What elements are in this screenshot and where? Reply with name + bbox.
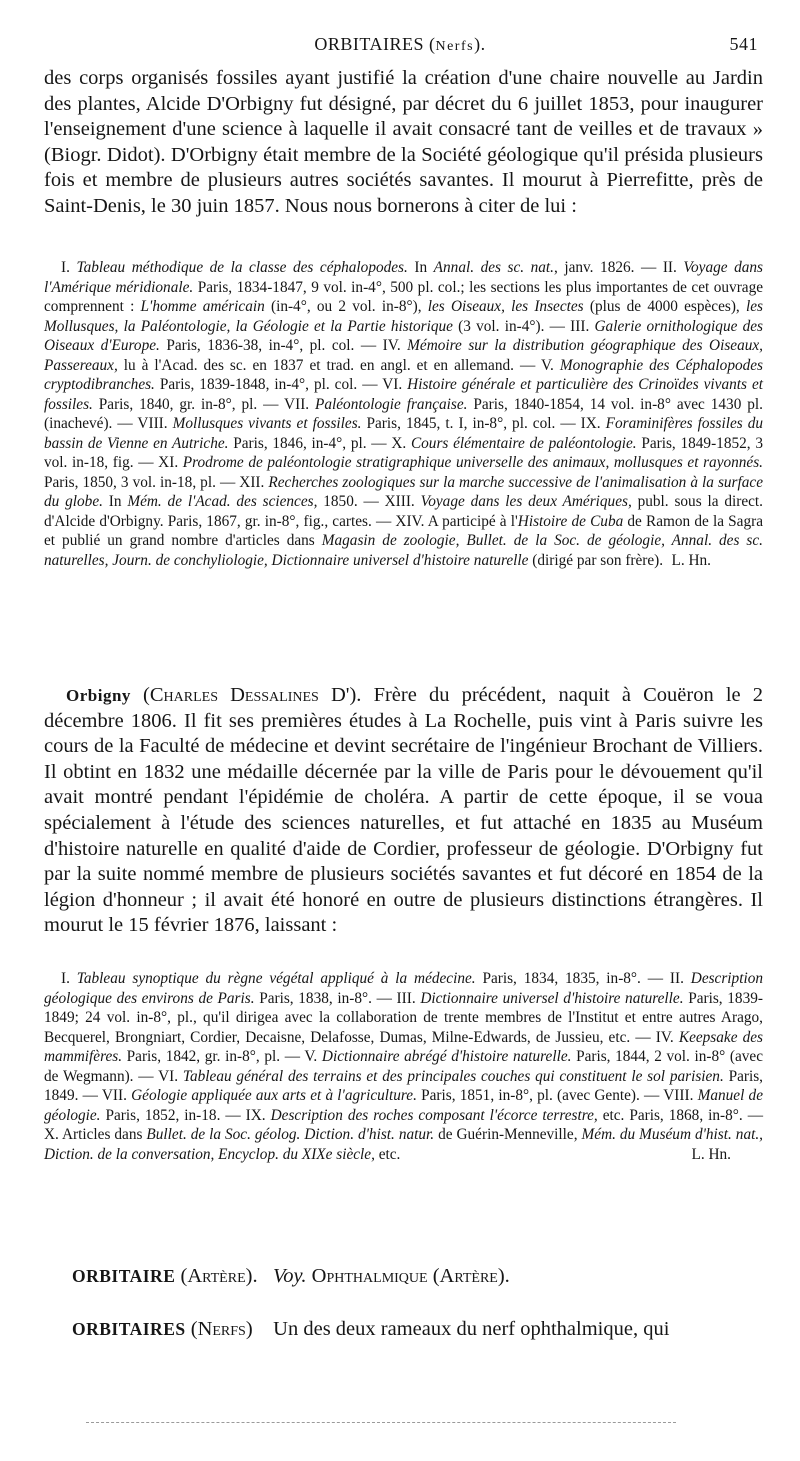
running-title-text: ORBITAIRES (: [314, 34, 436, 54]
signature-2: L. Hn.: [691, 1145, 731, 1163]
work-title: Voyage dans l'Amérique méridionale.: [44, 259, 763, 296]
work-detail: de Guérin-Menneville,: [434, 1126, 582, 1143]
works-charles-text: [44, 969, 763, 1164]
running-title: [42, 34, 758, 55]
work-detail: lu à l'Acad. des sc. en 1837 et trad. en angl. et en allemand. — V.: [117, 356, 560, 374]
work-detail: Paris, 1846, in-4°, pl. — X.: [228, 434, 411, 452]
artere-paren-close: ).: [245, 1265, 258, 1287]
entry-charles-text: [44, 683, 763, 939]
work-detail: Paris, 1834-1847, 9 vol. in-4°, 500 pl. col.; les sections les plus importantes de cet ouvrage comprennent :: [44, 278, 764, 315]
entry-nerfs-body: Un des deux rameaux du nerf ophthalmique, qui: [273, 1318, 670, 1340]
work-title: Bullet. de la Soc. géolog. Diction. d'hist. natur.: [146, 1126, 435, 1143]
work-detail: Paris, 1849-1852, 3 vol. in-18, fig. — XI.: [44, 434, 763, 471]
work-title: Manuel de géologie.: [44, 1087, 763, 1124]
headword-orbitaires: ORBITAIRES: [72, 1319, 186, 1339]
work-detail: publ. sous la direct. d'Alcide d'Orbigny. Paris, 1867, gr. in-8°, fig., cartes. — XIV. A participé à l': [44, 493, 763, 530]
work-title: Dictionnaire abrégé d'histoire naturelle.: [321, 1048, 572, 1065]
name-paren-close: D').: [318, 684, 362, 706]
work-detail: Paris, 1845, t. I, in-8°, pl. col. — IX.: [361, 415, 606, 432]
work-detail: In: [407, 259, 434, 276]
work-detail: (plus de 4000 espèces),: [583, 298, 746, 315]
work-detail: Paris, 1836-38, in-4°, pl. col. — IV.: [159, 337, 408, 354]
work-detail: Paris, 1849. — VII.: [44, 1067, 763, 1104]
work-title: Voyage dans les deux Amériques,: [420, 493, 632, 510]
ref-paren-open: (: [427, 1265, 440, 1287]
work-detail: Paris, 1840-1854, 14 vol. in-8° avec 1430 pl. (inachevé). — VIII.: [44, 395, 763, 432]
work-detail: Paris, 1840, gr. in-8°, pl. — VII.: [92, 395, 316, 413]
running-title-smallcaps: Nerfs: [435, 39, 475, 54]
work-title: Recherches zoologiques sur la marche successive de l'animalisation à la surface du globe.: [44, 473, 763, 510]
work-title: Description des roches composant l'écorce terrestre,: [270, 1106, 598, 1124]
work-detail: Paris, 1842, gr. in-8°, pl. — V.: [122, 1048, 322, 1065]
headword-orbigny: Orbigny: [66, 686, 131, 705]
entry-orbitaires-nerfs: [72, 1318, 768, 1341]
work-title: Histoire de Cuba: [517, 512, 624, 530]
work-detail: (in-4°, ou 2 vol. in-8°),: [264, 298, 428, 315]
work-title: les Oiseaux, les Insectes: [427, 298, 584, 315]
work-title: les Mollusques, la Paléontologie, la Géologie et la Partie historique: [44, 298, 763, 335]
work-title: Prodrome de paléontologie stratigraphique universelle des animaux, mollusques et rayonnés.: [182, 454, 763, 471]
continuation-text: des corps organisés fossiles ayant justifié la création d'une chaire nouvelle au Jardin des plantes, Alcide D'Orbigny fut désigné, par décret du 6 juillet 1853, pour inaugurer l'enseignement d'une science à laquelle il avait consacré tant de veilles et de travaux » (Biogr. Didot). D'Orbigny était membre de la Société géologique qu'il présida plusieurs fois et membre de plusieurs autres sociétés savantes. Il mourut à Pierrefitte, près de Saint-Denis, le 30 juin 1857. Nous nous bornerons à citer de lui :: [44, 67, 763, 217]
work-title: Dictionnaire universel d'histoire naturelle.: [420, 989, 684, 1007]
work-title: L'homme américain: [140, 298, 265, 315]
work-detail: Paris, 1852, in-18. — IX.: [100, 1106, 271, 1124]
work-detail: (dirigé par son frère).: [528, 551, 664, 569]
work-detail: Paris, 1839-1849; 24 vol. in-8°, pl., qu'il dirigea avec la collaboration de trente membres de l'Institut et entre autres Arago, Becquerel, Brongniart, Cordier, Decaisne, Delafosse, Dumas, Milne-Edwards, de Jussieu, etc. — IV.: [44, 989, 763, 1046]
entry-orbitaire-artere: [72, 1265, 510, 1288]
see-reference: Voy.: [272, 1265, 307, 1287]
work-detail: 1850. — XIII.: [317, 493, 421, 510]
work-title: Annal. des sc. nat.: [433, 259, 554, 276]
work-title: Monographie des Céphalopodes cryptodibranches.: [44, 356, 764, 393]
work-detail: (3 vol. in-4°). — III.: [452, 317, 595, 335]
work-detail: I.: [61, 259, 77, 276]
works-alcide-text: [44, 258, 763, 570]
name-paren-open: (: [143, 684, 150, 706]
artere-label: Artère: [187, 1265, 246, 1287]
headword-orbitaire: ORBITAIRE: [72, 1266, 176, 1286]
nerfs-paren-close: ): [245, 1318, 253, 1340]
work-title: Keepsake des mammifères.: [44, 1028, 763, 1065]
work-title: Histoire générale et particulière des Crinoïdes vivants et fossiles.: [44, 376, 764, 413]
running-title-end: ).: [474, 34, 486, 54]
work-title: Paléontologie française.: [315, 395, 468, 413]
signature-1: L. Hn.: [671, 551, 711, 569]
nerfs-paren-open: (: [185, 1318, 198, 1340]
work-detail: etc. Paris, 1868, in-8°. — X. Articles dans: [44, 1106, 763, 1143]
work-detail: Paris, 1844, 2 vol. in-8° (avec de Wegmann). — VI.: [44, 1048, 763, 1085]
page-number: 541: [729, 34, 758, 54]
work-detail: Paris, 1834, 1835, in-8°. — II.: [475, 970, 691, 987]
running-header: [42, 34, 758, 58]
work-title: Tableau général des terrains et des principales couches qui constituent le sol parisien.: [182, 1067, 724, 1085]
work-title: Magasin de zoologie, Bullet. de la Soc. de géologie, Annal. des sc. naturelles, Journ. de conchyliologie, Dictionnaire universel d'histoire naturelle: [44, 532, 763, 569]
work-detail: Paris, 1851, in-8°, pl. (avec Gente). — VIII.: [416, 1087, 698, 1104]
work-title: Mém. du Muséum d'hist. nat., Diction. de la conversation, Encyclop. du XIXe siècle,: [44, 1126, 763, 1163]
name-smallcaps: Charles Dessalines: [149, 684, 319, 706]
work-detail: Paris, 1839-1848, in-4°, pl. col. — VI.: [154, 376, 408, 393]
work-title: Foraminifères fossiles du bassin de Vienne en Autriche.: [44, 415, 764, 452]
footer-rule: [86, 1422, 676, 1423]
work-title: Mém. de l'Acad. des sciences,: [127, 493, 318, 510]
work-title: Mémoire sur la distribution géographique des Oiseaux, Passereaux,: [44, 337, 763, 374]
work-detail: In: [102, 493, 128, 510]
artere-paren-open: (: [175, 1265, 188, 1287]
work-detail: I.: [61, 970, 77, 987]
work-title: Tableau synoptique du règne végétal appliqué à la médecine.: [76, 970, 476, 987]
work-detail: etc.: [374, 1145, 401, 1163]
entry-charles: [44, 683, 763, 939]
work-title: Cours élémentaire de paléontologie.: [410, 434, 637, 452]
work-detail: Paris, 1838, in-8°. — III.: [254, 989, 421, 1007]
reference-ophthalmique: Ophthalmique: [311, 1265, 428, 1287]
reference-artere: Artère: [439, 1265, 498, 1287]
work-detail: , janv. 1826. — II.: [553, 259, 684, 276]
works-alcide: [44, 258, 763, 570]
works-charles: [44, 969, 763, 1164]
work-title: Géologie appliquée aux arts et à l'agriculture.: [131, 1087, 417, 1104]
continuation-paragraph: [44, 66, 763, 220]
work-detail: de Ramon de la Sagra et publié un grand nombre d'articles dans: [44, 512, 763, 549]
work-title: Galerie ornithologique des Oiseaux d'Europe.: [44, 317, 764, 354]
entry-charles-body: Frère du précédent, naquit à Couëron le 2 décembre 1806. Il fit ses premières études à La Rochelle, puis vint à Paris suivre les cours de la Faculté de médecine et devint secrétaire de l'ingénieur Brochant de Villiers. Il obtint en 1832 une médaille décernée par la ville de Paris pour le dévouement qu'il avait montré pendant l'épidémie de choléra. A partir de cette époque, il se voua spécialement à l'étude des sciences naturelles, et fut attaché en 1835 au Muséum d'histoire naturelle en qualité d'aide de Cordier, professeur de géologie. D'Orbigny fut par la suite nommé membre de plusieurs sociétés savantes et fut décoré en 1854 de la légion d'honneur ; il avait été honoré en outre de plusieurs distinctions étrangères. Il mourut le 15 février 1876, laissant :: [44, 684, 764, 937]
nerfs-label: Nerfs: [197, 1318, 246, 1340]
ref-paren-close: ).: [497, 1265, 510, 1287]
work-title: Description géologique des environs de Paris.: [44, 970, 763, 1007]
work-title: Tableau méthodique de la classe des céphalopodes.: [76, 259, 408, 276]
work-title: Mollusques vivants et fossiles.: [172, 415, 362, 432]
work-detail: Paris, 1850, 3 vol. in-18, pl. — XII.: [44, 473, 269, 491]
